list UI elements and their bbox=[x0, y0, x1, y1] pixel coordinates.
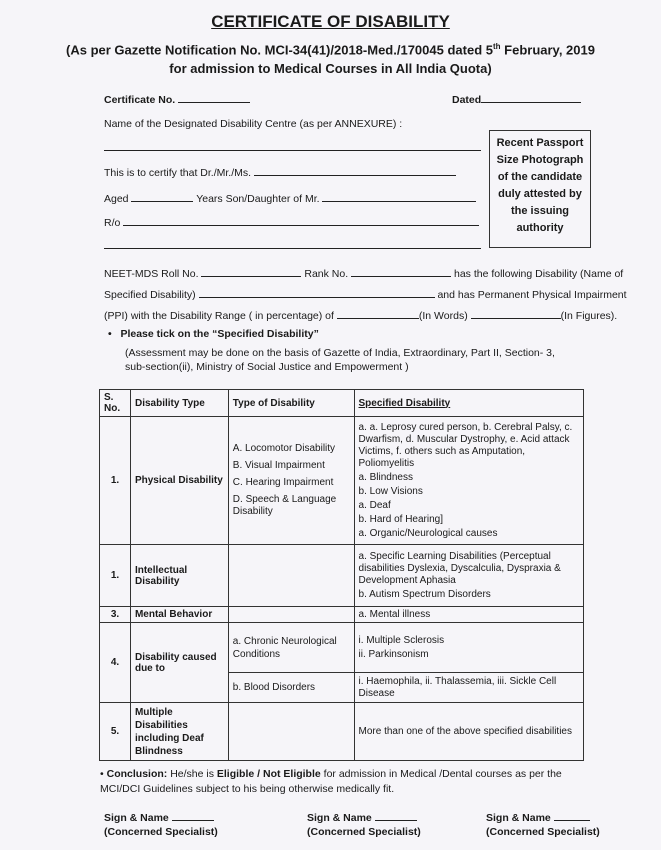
tick-bullet: • bbox=[108, 328, 112, 340]
type-option[interactable]: D. Speech & Language Disability bbox=[232, 494, 337, 517]
centre-label: Name of the Designated Disability Centre (as per ANNEXURE) : bbox=[104, 118, 403, 130]
conclusion-label: Conclusion: bbox=[106, 768, 168, 780]
tick-heading-text: Please tick on the “Specified Disability” bbox=[120, 328, 319, 340]
roll-line bbox=[104, 266, 623, 280]
dated-field bbox=[452, 92, 581, 106]
figures-blank[interactable] bbox=[471, 308, 561, 319]
words-blank[interactable] bbox=[337, 308, 419, 319]
row-disability-type: Intellectual Disability bbox=[130, 545, 228, 607]
conclusion-pre: He/she is bbox=[167, 768, 217, 780]
sign-blank[interactable] bbox=[172, 810, 214, 821]
specified-option[interactable]: a. Organic/Neurological causes bbox=[358, 527, 498, 539]
row-disability-type: Mental Behavior bbox=[130, 607, 228, 623]
specified-option[interactable]: a. Deaf bbox=[358, 499, 391, 511]
ro-label: R/o bbox=[104, 217, 121, 229]
specified-option[interactable]: i. Multiple Sclerosis bbox=[358, 634, 445, 646]
header-sno: S. No. bbox=[100, 390, 131, 417]
specified-option[interactable]: b. Low Visions bbox=[358, 485, 423, 497]
specified-option[interactable]: b. Hard of Hearing] bbox=[358, 513, 444, 525]
specified-label: Specified Disability) bbox=[104, 289, 196, 301]
certify-label: This is to certify that Dr./Mr./Ms. bbox=[104, 167, 252, 179]
table-row bbox=[100, 417, 584, 545]
row-types bbox=[228, 703, 354, 761]
sign-role: (Concerned Specialist) bbox=[307, 826, 421, 838]
age-blank[interactable] bbox=[131, 191, 193, 202]
type-option[interactable]: C. Hearing Impairment bbox=[232, 477, 334, 488]
gazette-date: February, 2019 bbox=[500, 42, 595, 58]
admission-line: for admission to Medical Courses in All India Quota) bbox=[169, 61, 492, 76]
years-label: Years Son/Daughter of Mr. bbox=[196, 193, 320, 205]
conclusion-bullet: • bbox=[100, 768, 104, 780]
header-disability-type: Disability Type bbox=[130, 390, 228, 417]
sign-blank[interactable] bbox=[375, 810, 417, 821]
specified-option[interactable]: b. Autism Spectrum Disorders bbox=[358, 588, 491, 600]
signature-block bbox=[307, 810, 421, 839]
row-disability-type: Physical Disability bbox=[130, 417, 228, 545]
range-line bbox=[104, 308, 617, 322]
row-disability-type: Multiple Disabilities including Deaf Blindness bbox=[130, 703, 228, 761]
residence-field bbox=[104, 215, 479, 229]
disability-table bbox=[99, 389, 584, 761]
sign-role: (Concerned Specialist) bbox=[486, 826, 600, 838]
conclusion-post: for admission in Medical /Dental courses as per the MCI/DCI Guidelines subject to his being otherwise medically fit. bbox=[100, 768, 562, 795]
row-specified bbox=[354, 417, 583, 545]
sign-label: Sign & Name bbox=[307, 812, 372, 824]
date-suffix: th bbox=[492, 42, 501, 51]
row-specified bbox=[354, 623, 583, 673]
table-row bbox=[100, 545, 584, 607]
figures-label: (In Figures). bbox=[560, 310, 618, 322]
father-blank[interactable] bbox=[322, 191, 476, 202]
assessment-note: (Assessment may be done on the basis of Gazette of India, Extraordinary, Part II, Section- 3, sub-section(ii), Ministry of Social Justice and Empowerment ) bbox=[125, 347, 555, 373]
dated-label: Dated bbox=[452, 94, 482, 106]
type-option[interactable]: a. Chronic Neurological Conditions bbox=[228, 623, 354, 673]
gazette-line bbox=[0, 42, 661, 57]
neet-label: NEET-MDS Roll No. bbox=[104, 268, 199, 280]
specified-option[interactable]: a. a. Leprosy cured person, b. Cerebral Palsy, c. Dwarfism, d. Muscular Dystrophy, e. Acid attack Victims, f. others such as Amputation, Poliomyelitis bbox=[358, 421, 573, 469]
signature-block bbox=[104, 810, 218, 839]
sign-blank[interactable] bbox=[554, 810, 590, 821]
gazette-text: (As per Gazette Notification No. MCI-34(41)/2018-Med./170045 dated 5 bbox=[66, 42, 493, 58]
table-header-row bbox=[100, 390, 584, 417]
type-option[interactable]: b. Blood Disorders bbox=[228, 673, 354, 703]
specified-option[interactable]: More than one of the above specified disabilities bbox=[354, 703, 583, 761]
type-option[interactable]: B. Visual Impairment bbox=[232, 460, 325, 471]
specified-line bbox=[104, 287, 627, 301]
name-blank[interactable] bbox=[254, 165, 456, 176]
rank-blank[interactable] bbox=[351, 266, 451, 277]
sign-label: Sign & Name bbox=[104, 812, 169, 824]
specified-option[interactable]: a. Specific Learning Disabilities (Perceptual disabilities Dyslexia, Dyscalculia, Dyspraxia & Development Aphasia bbox=[358, 550, 561, 586]
eligibility-options[interactable]: Eligible / Not Eligible bbox=[216, 768, 321, 780]
photo-box: Recent Passport Size Photograph of the candidate duly attested by the issuing authority bbox=[489, 130, 591, 248]
specified-blank[interactable] bbox=[199, 287, 435, 298]
specified-option[interactable]: i. Haemophila, ii. Thalassemia, iii. Sickle Cell Disease bbox=[354, 673, 583, 703]
row-disability-type: Disability caused due to bbox=[130, 623, 228, 703]
header-type-of-disability: Type of Disability bbox=[228, 390, 354, 417]
ppi-text: and has Permanent Physical Impairment bbox=[437, 289, 627, 301]
row-types bbox=[228, 545, 354, 607]
certificate-no-field bbox=[104, 92, 250, 106]
specified-option[interactable]: ii. Parkinsonism bbox=[358, 648, 429, 660]
row-types bbox=[228, 607, 354, 623]
row-sno: 1. bbox=[100, 545, 131, 607]
type-option[interactable]: A. Locomotor Disability bbox=[232, 443, 336, 454]
table-row bbox=[100, 703, 584, 761]
conclusion bbox=[100, 767, 580, 797]
residence-blank-2[interactable] bbox=[104, 248, 481, 249]
age-field bbox=[104, 191, 476, 205]
certify-field bbox=[104, 165, 456, 179]
table-row bbox=[100, 607, 584, 623]
centre-blank[interactable] bbox=[104, 150, 481, 151]
following-text: has the following Disability (Name of bbox=[453, 268, 624, 280]
sign-label: Sign & Name bbox=[486, 812, 551, 824]
row-specified bbox=[354, 545, 583, 607]
sign-role: (Concerned Specialist) bbox=[104, 826, 218, 838]
specified-option[interactable]: a. Mental illness bbox=[354, 607, 583, 623]
signature-block bbox=[486, 810, 600, 839]
certificate-no-blank[interactable] bbox=[178, 92, 250, 103]
rank-label: Rank No. bbox=[304, 268, 349, 280]
residence-blank[interactable] bbox=[123, 215, 479, 226]
row-sno: 4. bbox=[100, 623, 131, 703]
dated-blank[interactable] bbox=[481, 92, 581, 103]
row-sno: 1. bbox=[100, 417, 131, 545]
row-types bbox=[228, 417, 354, 545]
certificate-title: CERTIFICATE OF DISABILITY bbox=[211, 12, 450, 31]
row-sno: 3. bbox=[100, 607, 131, 623]
roll-blank[interactable] bbox=[201, 266, 301, 277]
tick-heading bbox=[108, 328, 319, 340]
table-row bbox=[100, 623, 584, 673]
certificate-no-label: Certificate No. bbox=[104, 94, 176, 106]
specified-option[interactable]: a. Blindness bbox=[358, 471, 413, 483]
header-specified-disability: Specified Disability bbox=[354, 390, 583, 417]
ppi-range-label: (PPI) with the Disability Range ( in percentage) of bbox=[104, 310, 334, 322]
row-sno: 5. bbox=[100, 703, 131, 761]
words-label: (In Words) bbox=[418, 310, 468, 322]
aged-label: Aged bbox=[104, 193, 129, 205]
